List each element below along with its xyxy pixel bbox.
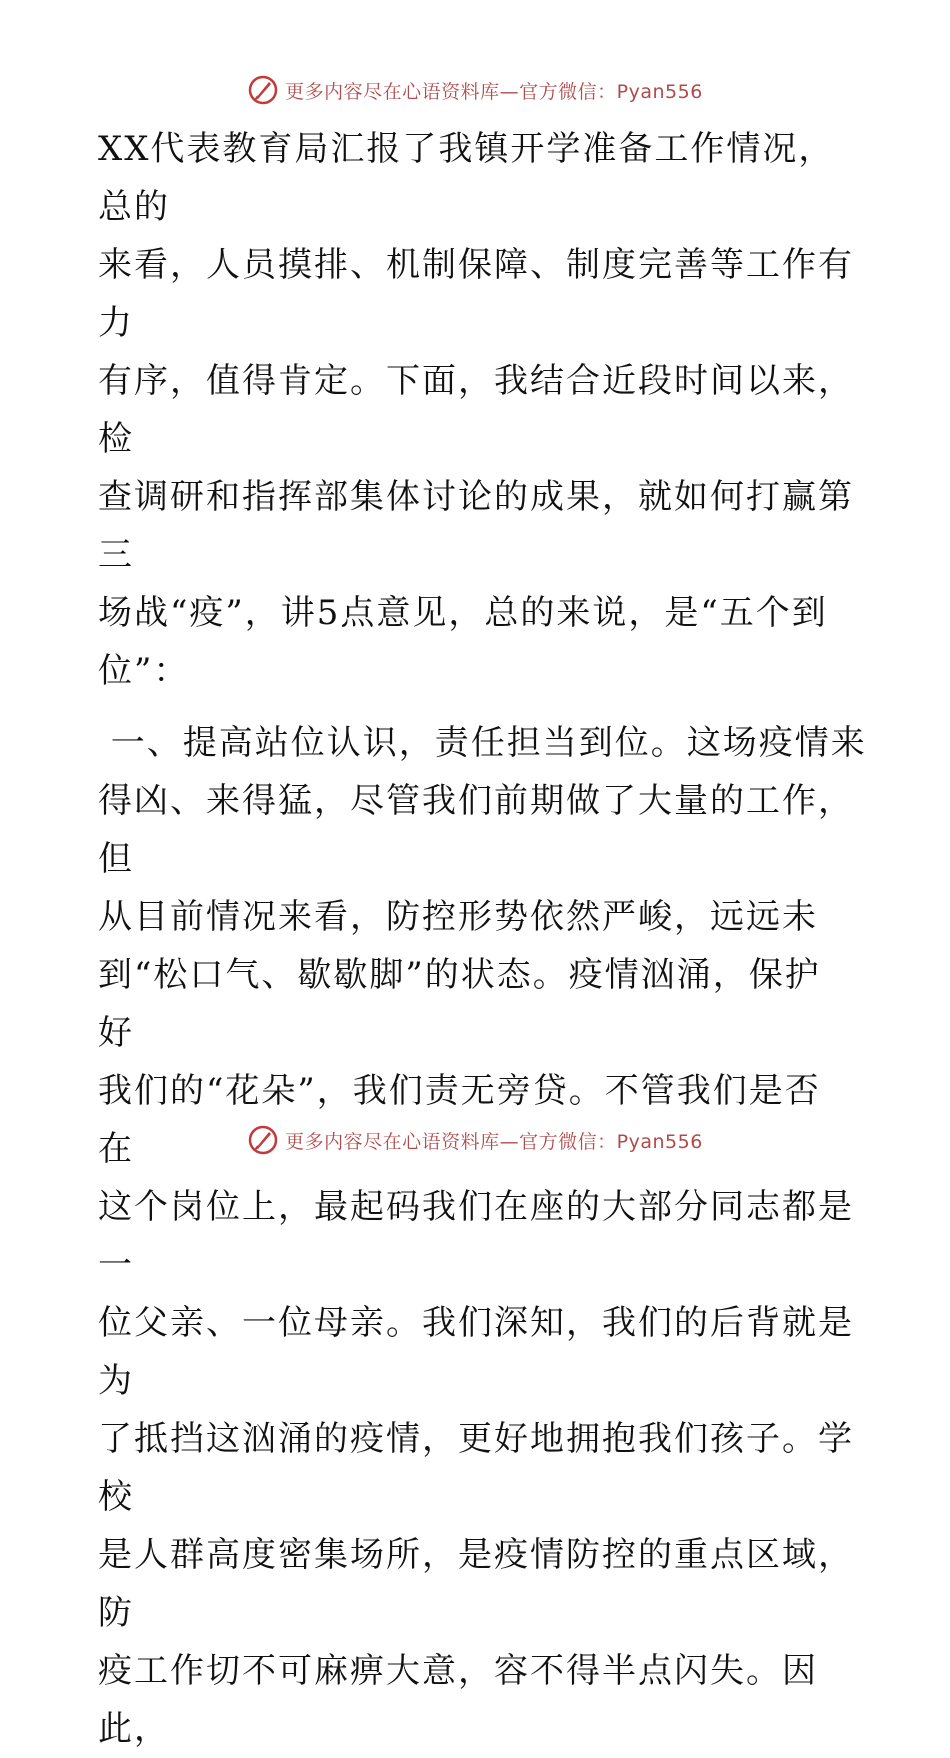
text-line: 到“松口气、歇歇脚”的状态。疫情汹涌，保护好: [98, 955, 821, 1053]
text-line: 查调研和指挥部集体讨论的成果，就如何打赢第三: [98, 477, 854, 575]
text-line: 这个岗位上，最起码我们在座的大部分同志都是一: [98, 1187, 854, 1285]
paragraph-intro: [98, 120, 854, 700]
footer-watermark: [0, 1124, 950, 1156]
text-line: 从目前情况来看，防控形势依然严峻，远远未: [98, 897, 818, 937]
text-line: 位”：: [98, 651, 190, 691]
text-line: 是人群高度密集场所，是疫情防控的重点区域，防: [98, 1535, 854, 1633]
text-line: 了抵挡这汹涌的疫情，更好地拥抱我们孩子。学校: [98, 1419, 854, 1517]
text-line: XX代表教育局汇报了我镇开学准备工作情况，总的: [98, 129, 835, 227]
text-line: 我们的“花朵”，我们责无旁贷。不管我们是否在: [98, 1071, 821, 1169]
text-line: 得凶、来得猛，尽管我们前期做了大量的工作，但: [98, 781, 854, 879]
paragraph-section-one: [98, 714, 867, 1758]
quill-logo-icon: [247, 1124, 279, 1156]
text-line: 一、提高站位认识，责任担当到位。这场疫情来: [98, 723, 867, 763]
document-body: [98, 120, 867, 1758]
text-line: 疫工作切不可麻痹大意，容不得半点闪失。因此，: [98, 1651, 818, 1749]
footer-watermark-text: 更多内容尽在心语资料库—官方微信：Pyan556: [285, 1130, 703, 1153]
text-line: 来看，人员摸排、机制保障、制度完善等工作有力: [98, 245, 854, 343]
text-line: 场战“疫”，讲5点意见，总的来说，是“五个到: [98, 593, 828, 633]
header-watermark: [0, 74, 950, 106]
header-watermark-text: 更多内容尽在心语资料库—官方微信：Pyan556: [285, 80, 703, 103]
text-line: 位父亲、一位母亲。我们深知，我们的后背就是为: [98, 1303, 854, 1401]
text-line: 有序，值得肯定。下面，我结合近段时间以来，检: [98, 361, 854, 459]
quill-logo-icon: [247, 74, 279, 106]
